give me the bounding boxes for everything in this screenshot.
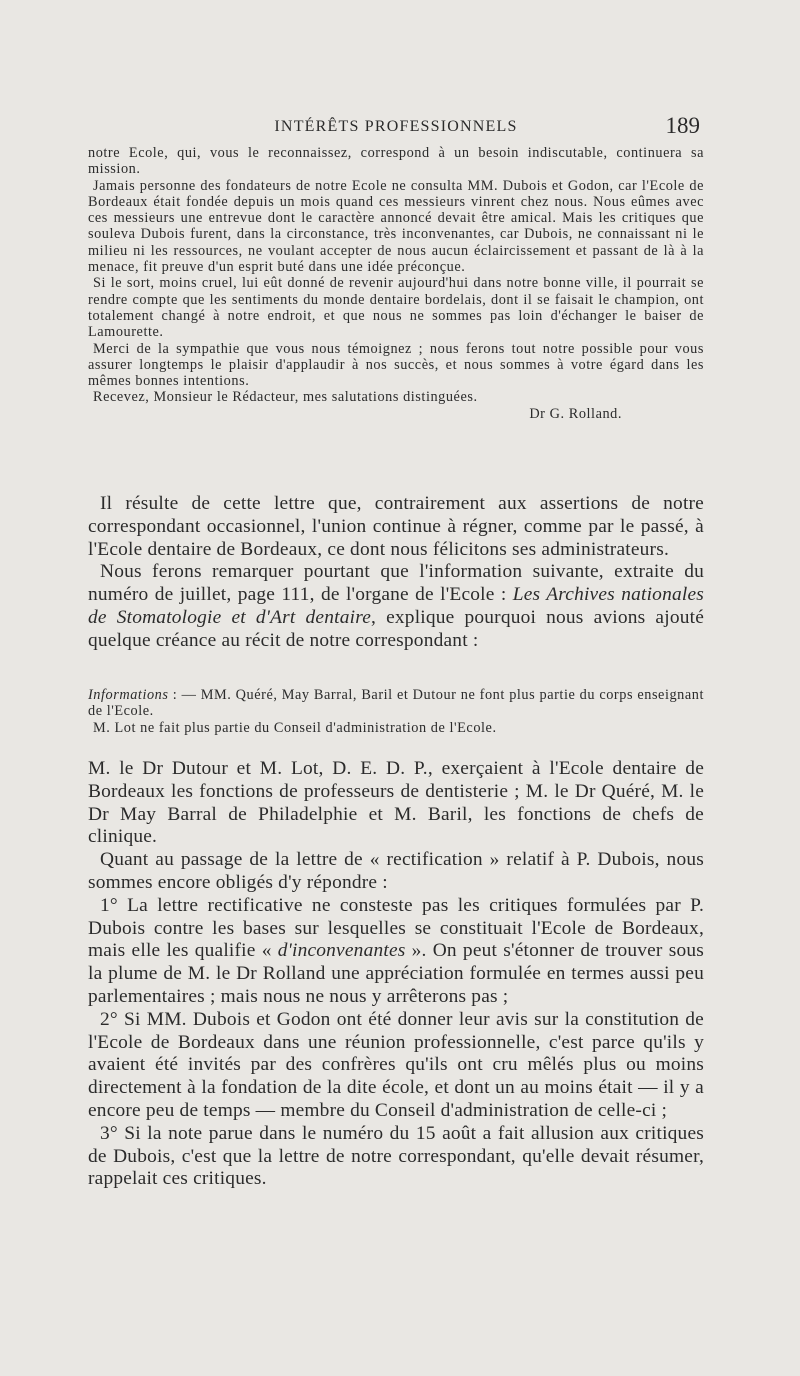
body-paragraph (88, 895, 704, 1009)
quote-paragraph (88, 687, 704, 720)
body-paragraph: 3° Si la note parue dans le numéro du 15 août a fait allusion aux critiques de Dubois, c'est que la lettre de notre correspondant, qu'elle devait résumer, rappelait ces critiques. (88, 1122, 704, 1190)
page-number: 189 (665, 113, 700, 138)
page-header (88, 113, 704, 142)
letter-paragraph: Recevez, Monsieur le Rédacteur, mes salutations distinguées. (93, 389, 478, 406)
letter-paragraph: Si le sort, moins cruel, lui eût donné de revenir aujourd'hui dans notre bonne ville, il pourrait se rendre compte que les sentiments du monde dentaire bordelais, dont il se faisait le champion, ont totalement changé à notre endroit, et que nous ne sommes pas loin d'échanger le baiser de Lamourette. (88, 275, 704, 341)
quoted-information (88, 687, 704, 736)
letter-block (88, 145, 704, 422)
commentary-block (88, 493, 704, 653)
body-paragraph: 2° Si MM. Dubois et Godon ont été donner leur avis sur la constitution de l'Ecole de Bordeaux dans une réunion professionnelle, c'est parce qu'ils y avaient été invités par des confrères qu'ils ont cru mêlés plus ou moins directement à la fondation de la dite école, et dont un au moins était — il y a encore peu de temps — membre du Conseil d'administration de celle-ci ; (88, 1008, 704, 1121)
body-text: ». On peut s'étonner de trouver sous la plume de M. le Dr Rolland une appréciation formulée en termes aussi peu parlementaires ; mais nous ne nous y arrêterons pas ; (88, 940, 705, 1007)
letter-paragraph: notre Ecole, qui, vous le reconnaissez, correspond à un besoin indiscutable, continuera sa mission. (88, 145, 704, 178)
letter-paragraph: Jamais personne des fondateurs de notre Ecole ne consulta MM. Dubois et Godon, car l'Ecole de Bordeaux était fondée depuis un mois quand ces messieurs vinrent chez nous. Nous eûmes avec ces messieurs une entrevue dont le caractère annoncé devait être amical. Mais les critiques que souleva Dubois furent, dans la circonstance, très inconvenantes, car Dubois, ne connaissant ni le milieu ni les ressources, ne voulant accepter de nous aucun éclaircissement et passant de là à la menace, fit preuve d'un esprit buté dans une idée préconçue. (88, 177, 704, 276)
running-head: INTÉRÊTS PROFESSIONNELS (274, 118, 518, 135)
body-text: Nous ferons remarquer pourtant que l'information suivante, extraite du numéro de juillet, page 111, de l'organe de l'Ecole : (88, 561, 704, 606)
journal-title: Les Archives nationales de Stomatologie et d'Art dentaire (88, 584, 704, 628)
letter-signature: Dr G. Rolland. (529, 405, 622, 422)
body-paragraph (88, 561, 704, 652)
response-block (88, 758, 704, 1191)
body-paragraph: M. le Dr Dutour et M. Lot, D. E. D. P., exerçaient à l'Ecole dentaire de Bordeaux les fonctions de professeurs de dentisterie ; M. le Dr Quéré, M. le Dr May Barral de Philadelphie et M. Baril, les fonctions de chefs de clinique. (88, 758, 704, 848)
quote-text: : — MM. Quéré, May Barral, Baril et Dutour ne font plus partie du corps enseignant de l'Ecole. (88, 687, 704, 720)
body-text: , explique pourquoi nous avions ajouté quelque créance au récit de notre correspondant : (88, 606, 704, 651)
emphasis-text: d'inconvenantes (277, 940, 406, 962)
quote-paragraph: M. Lot ne fait plus partie du Conseil d'administration de l'Ecole. (93, 719, 497, 736)
quote-label: Informations (88, 687, 169, 703)
body-text: 1° La lettre rectificative ne consteste pas les critiques formulées par P. Dubois contre les bases sur lesquelles se constituait l'Ecole de Bordeaux, mais elle les qualifie « (88, 894, 704, 962)
body-paragraph: Quant au passage de la lettre de « rectification » relatif à P. Dubois, nous sommes encore obligés d'y répondre : (88, 849, 704, 893)
body-paragraph: Il résulte de cette lettre que, contrairement aux assertions de notre correspondant occasionnel, l'union continue à régner, comme par le passé, à l'Ecole dentaire de Bordeaux, ce dont nous félicitons ses administrateurs. (88, 493, 704, 560)
letter-paragraph: Merci de la sympathie que vous nous témoignez ; nous ferons tout notre possible pour vous assurer longtemps le plaisir d'applaudir à nos succès, et nous sommes à votre égard dans les mêmes bonnes intentions. (88, 340, 704, 390)
